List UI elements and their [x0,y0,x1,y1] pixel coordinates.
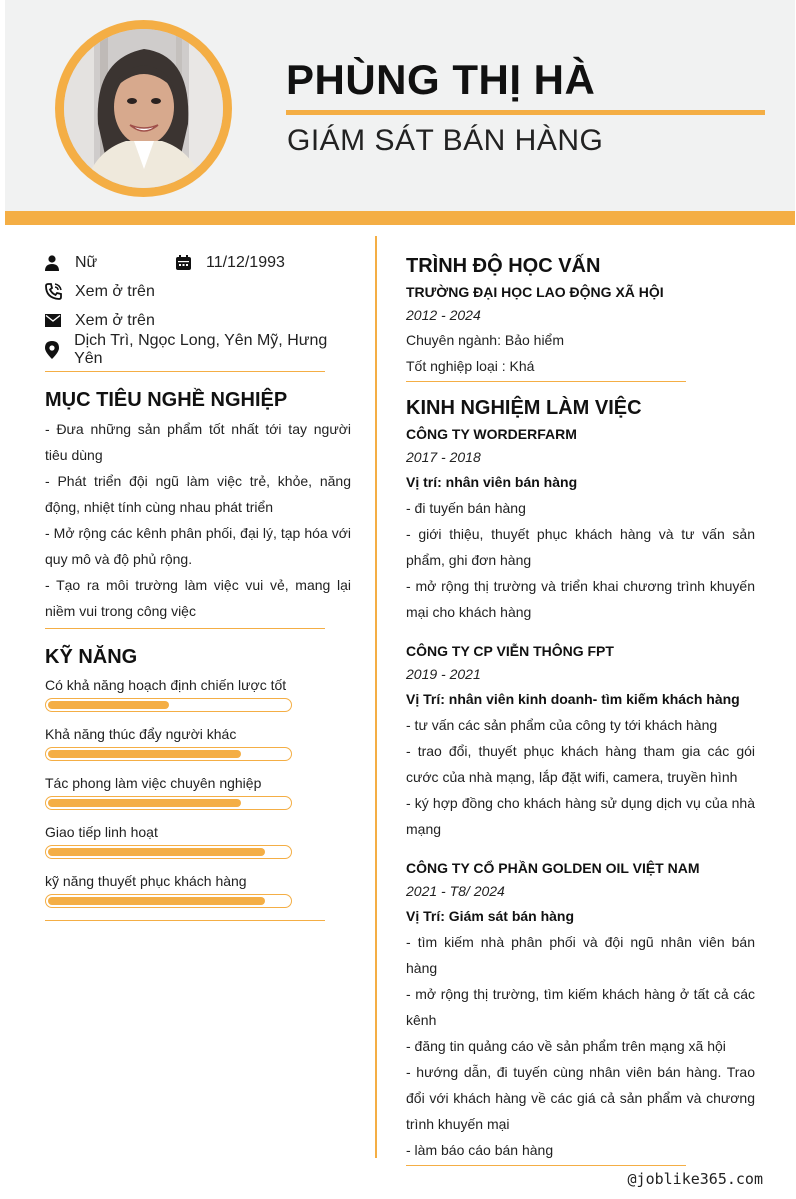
job-detail: - ký hợp đồng cho khách hàng sử dụng dịch vụ của nhà mạng [406,795,755,837]
header-accent-bar [5,211,795,225]
job-detail: - làm báo cáo bán hàng [406,1142,554,1158]
skill-bar [45,845,292,859]
skill-item [45,675,351,712]
experience-title: KINH NGHIỆM LÀM VIỆC [406,397,642,419]
job-position: Vị trí: nhân viên bán hàng [406,474,578,490]
skill-bar-fill [48,799,241,807]
job-position: Vị Trí: Giám sát bán hàng [406,908,575,924]
phone-icon [45,283,75,300]
objective-item: - Tạo ra môi trường làm việc vui vẻ, mang lại niềm vui trong công việc [45,577,351,619]
skill-item [45,773,351,810]
job-period: 2017 - 2018 [406,449,481,465]
address-value: Dịch Trì, Ngọc Long, Yên Mỹ, Hưng Yên [74,331,328,367]
job-title: GIÁM SÁT BÁN HÀNG [287,124,604,157]
education-major: Chuyên ngành: Bảo hiểm [406,332,564,348]
skill-bar-fill [48,848,265,856]
skill-label: Giao tiếp linh hoạt [45,824,158,840]
job-entry [406,639,755,842]
person-icon [45,255,75,271]
contact-row-address [45,331,351,367]
section-rule [406,1165,686,1166]
skill-label: Khả năng thúc đẩy người khác [45,726,237,742]
job-detail: - trao đổi, thuyết phục khách hàng tham gia các gói cước của nhà mạng, lắp đặt wifi, camera, truyền hình [406,743,755,785]
contact-row-phone [45,277,351,306]
column-divider [375,236,377,1158]
skill-label: Tác phong làm việc chuyên nghiệp [45,775,262,791]
section-rule [45,920,325,921]
objective-item: - Mở rộng các kênh phân phối, đại lý, tạp hóa với quy mô và độ phủ rộng. [45,525,351,567]
skills-list [45,675,351,908]
skill-bar [45,796,292,810]
location-icon [45,341,74,359]
company-name: CÔNG TY CỔ PHẦN GOLDEN OIL VIỆT NAM [406,860,700,876]
skill-item [45,724,351,761]
section-rule [45,628,325,629]
job-entry [406,422,755,625]
job-detail: - mở rộng thị trường và triển khai chương trình khuyến mại cho khách hàng [406,578,755,620]
school-name: TRƯỜNG ĐẠI HỌC LAO ĐỘNG XÃ HỘI [406,284,664,300]
job-detail: - đăng tin quảng cáo về sản phẩm trên mạng xã hội [406,1038,726,1054]
watermark: @joblike365.com [627,1170,763,1188]
email-icon [45,314,75,327]
job-detail: - đi tuyến bán hàng [406,500,526,516]
birthday-value: 11/12/1993 [206,253,285,271]
skill-item [45,871,351,908]
contact-row-gender-birthday [45,248,351,277]
skill-bar [45,698,292,712]
section-rule [406,381,686,382]
skills-title: KỸ NĂNG [45,646,138,668]
objective-item: - Đưa những sản phẩm tốt nhất tới tay người tiêu dùng [45,421,351,463]
job-detail: - tư vấn các sản phẩm của công ty tới khách hàng [406,717,718,733]
left-column [45,248,351,921]
avatar-ring [55,20,232,197]
company-name: CÔNG TY WORDERFARM [406,426,577,442]
job-detail: - hướng dẫn, đi tuyến cùng nhân viên bán hàng. Trao đổi với khách hàng về các giá cả sản phẩm và chương trình khuyến mại [406,1064,755,1132]
skill-bar-fill [48,897,265,905]
phone-value: Xem ở trên [75,282,155,300]
job-detail: - tìm kiếm nhà phân phối và đội ngũ nhân viên bán hàng [406,934,755,976]
avatar-photo [64,29,223,188]
job-entry [406,856,755,1163]
job-position: Vị Trí: nhân viên kinh doanh- tìm kiếm khách hàng [406,691,740,707]
job-period: 2021 - T8/ 2024 [406,883,505,899]
skill-item [45,822,351,859]
skill-label: kỹ năng thuyết phục khách hàng [45,873,247,889]
skill-bar-fill [48,750,241,758]
skill-bar [45,747,292,761]
education-grade: Tốt nghiệp loại : Khá [406,358,535,374]
avatar [64,29,223,188]
job-detail: - mở rộng thị trường, tìm kiếm khách hàng ở tất cả các kênh [406,986,755,1028]
skill-bar-fill [48,701,169,709]
job-detail: - giới thiệu, thuyết phục khách hàng và tư vấn sản phẩm, ghi đơn hàng [406,526,755,568]
skill-label: Có khả năng hoạch định chiến lược tốt [45,677,287,693]
right-column [406,253,755,1166]
education-title: TRÌNH ĐỘ HỌC VẤN [406,255,601,277]
name-underline [286,110,765,115]
education-period: 2012 - 2024 [406,307,481,323]
candidate-name: PHÙNG THỊ HÀ [286,56,596,103]
objective-item: - Phát triển đội ngũ làm việc trẻ, khỏe, năng động, nhiệt tính cùng nhau phát triển [45,473,351,515]
skill-bar [45,894,292,908]
section-rule [45,371,325,372]
email-value: Xem ở trên [75,311,155,329]
job-period: 2019 - 2021 [406,666,481,682]
company-name: CÔNG TY CP VIỄN THÔNG FPT [406,643,614,659]
objective-list [45,416,351,624]
gender-value: Nữ [75,253,98,271]
calendar-icon [176,255,206,270]
objective-title: MỤC TIÊU NGHỀ NGHIỆP [45,389,288,411]
